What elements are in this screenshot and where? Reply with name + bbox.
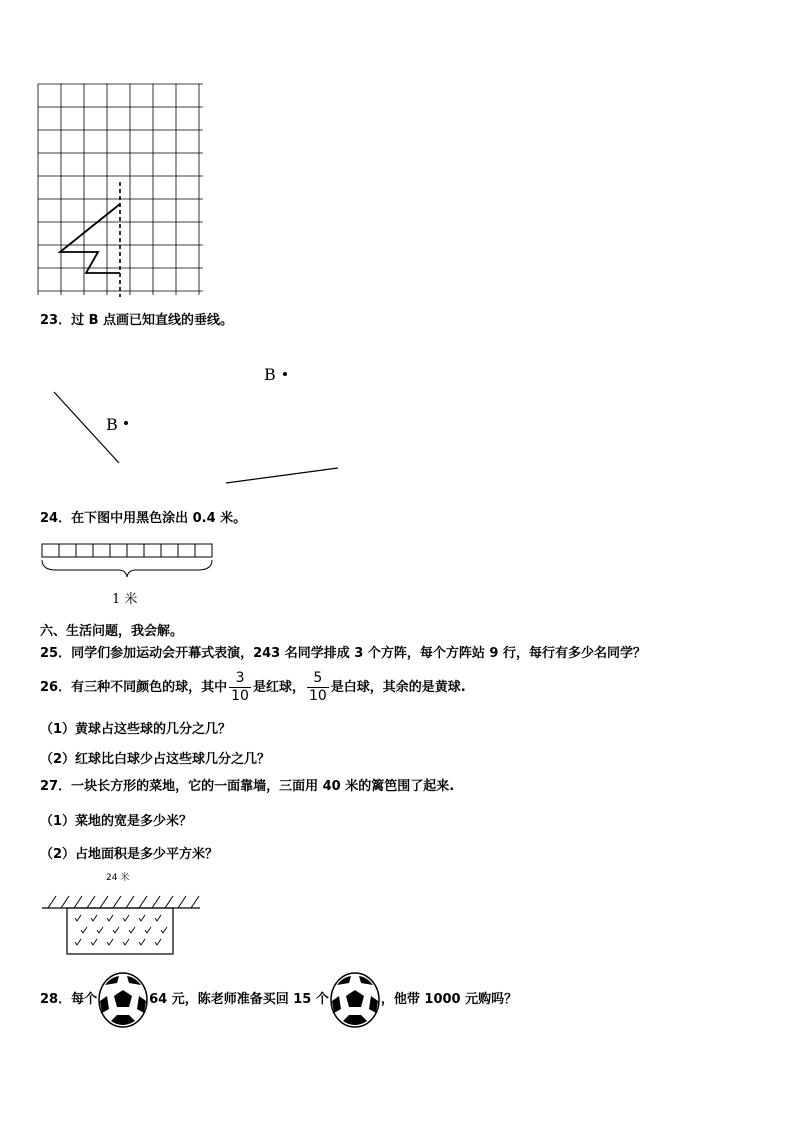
question-25: [40, 646, 646, 662]
ruler-cell[interactable]: [42, 544, 59, 557]
question-text: 一块长方形的菜地，它的一面靠墙，三面用 40 米的篱笆围了起来.: [71, 779, 455, 794]
question-number: 28．: [40, 992, 72, 1007]
wall-hatch-mark: [48, 896, 56, 908]
question-text: 在下图中用黑色涂出 0.4 米。: [71, 511, 247, 526]
question-number: 24．: [40, 511, 72, 526]
check-mark: [129, 927, 135, 933]
soccer-ball-icon: [97, 971, 149, 1029]
point-b-label-2: B: [106, 415, 118, 434]
soccer-ball-icon: [329, 971, 381, 1029]
fraction-5-10: $\frac{5}{10}$: [308, 670, 327, 704]
garden-figure: [40, 890, 205, 960]
question-28: [40, 970, 517, 1030]
question-text-b: 64 元，陈老师准备买回 15 个: [149, 992, 329, 1007]
wall-hatch-mark: [113, 896, 121, 908]
question-27-sub-1: （1）菜地的宽是多少米？: [40, 814, 193, 829]
half-shape: [60, 204, 120, 273]
question-number: 26．: [40, 680, 72, 695]
wall-hatch-mark: [152, 896, 160, 908]
question-number: 23．: [40, 313, 72, 328]
question-text: 过 B 点画已知直线的垂线。: [71, 313, 234, 328]
wall-hatch-mark: [126, 896, 134, 908]
question-text-a: 每个: [71, 992, 98, 1007]
figure-label-24m: 24 米: [106, 873, 130, 883]
question-23: [40, 313, 233, 329]
check-mark: [113, 927, 119, 933]
wall-hatch-mark: [61, 896, 69, 908]
check-mark: [155, 939, 161, 945]
check-mark: [81, 927, 87, 933]
wall-hatch-mark: [100, 896, 108, 908]
ruler-cell[interactable]: [178, 544, 195, 557]
wall-hatch-mark: [191, 896, 199, 908]
check-mark: [139, 915, 145, 921]
wall-hatch-mark: [139, 896, 147, 908]
wall-hatch-mark: [178, 896, 186, 908]
check-mark: [91, 915, 97, 921]
check-mark: [155, 915, 161, 921]
question-text-c: ，他带 1000 元购吗？: [380, 992, 518, 1007]
grid-figure: [36, 82, 212, 300]
question-26-sub-2: （2）红球比白球少占这些球几分之几？: [40, 752, 271, 767]
check-mark: [97, 927, 103, 933]
given-line-2: [226, 468, 338, 483]
wall-hatch-mark: [165, 896, 173, 908]
point-b-dot-1: [283, 372, 287, 376]
meter-ruler: [38, 540, 220, 580]
check-mark: [107, 915, 113, 921]
check-mark: [123, 915, 129, 921]
given-line-1: [54, 392, 119, 463]
question-27: [40, 779, 454, 795]
given-lines: [0, 380, 360, 500]
question-number: 25．: [40, 646, 72, 661]
question-26: [40, 670, 466, 706]
question-text-c: 是白球，其余的是黄球.: [330, 680, 466, 695]
ruler-cell[interactable]: [127, 544, 144, 557]
fraction-3-10: $\frac{3}{10}$: [231, 670, 249, 704]
check-mark: [75, 939, 81, 945]
ruler-cell[interactable]: [76, 544, 93, 557]
ruler-cell[interactable]: [93, 544, 110, 557]
check-mark: [75, 915, 81, 921]
check-mark: [107, 939, 113, 945]
question-text-b: 是红球，: [252, 680, 305, 695]
ruler-cell[interactable]: [195, 544, 212, 557]
ruler-cell[interactable]: [110, 544, 127, 557]
check-mark: [145, 927, 151, 933]
ruler-cell[interactable]: [161, 544, 178, 557]
question-text: 同学们参加运动会开幕式表演，243 名同学排成 3 个方阵，每个方阵站 9 行，每行有多少名同学？: [71, 646, 646, 661]
question-26-sub-1: （1）黄球占这些球的几分之几？: [40, 722, 232, 737]
question-text-a: 有三种不同颜色的球，其中: [71, 680, 228, 695]
check-mark: [123, 939, 129, 945]
question-27-sub-2: （2）占地面积是多少平方米？: [40, 847, 219, 862]
wall-hatch-mark: [74, 896, 82, 908]
ruler-cell[interactable]: [144, 544, 161, 557]
point-b-label-1: B: [264, 365, 276, 384]
wall-hatch-mark: [87, 896, 95, 908]
ruler-cell[interactable]: [59, 544, 76, 557]
section-title: 六、生活问题，我会解。: [40, 624, 184, 639]
question-number: 27．: [40, 779, 72, 794]
check-mark: [91, 939, 97, 945]
brace: [42, 560, 212, 577]
check-mark: [161, 927, 167, 933]
question-24: [40, 511, 246, 527]
check-mark: [139, 939, 145, 945]
ruler-label: 1 米: [112, 592, 138, 607]
garden-rect: [67, 908, 173, 954]
